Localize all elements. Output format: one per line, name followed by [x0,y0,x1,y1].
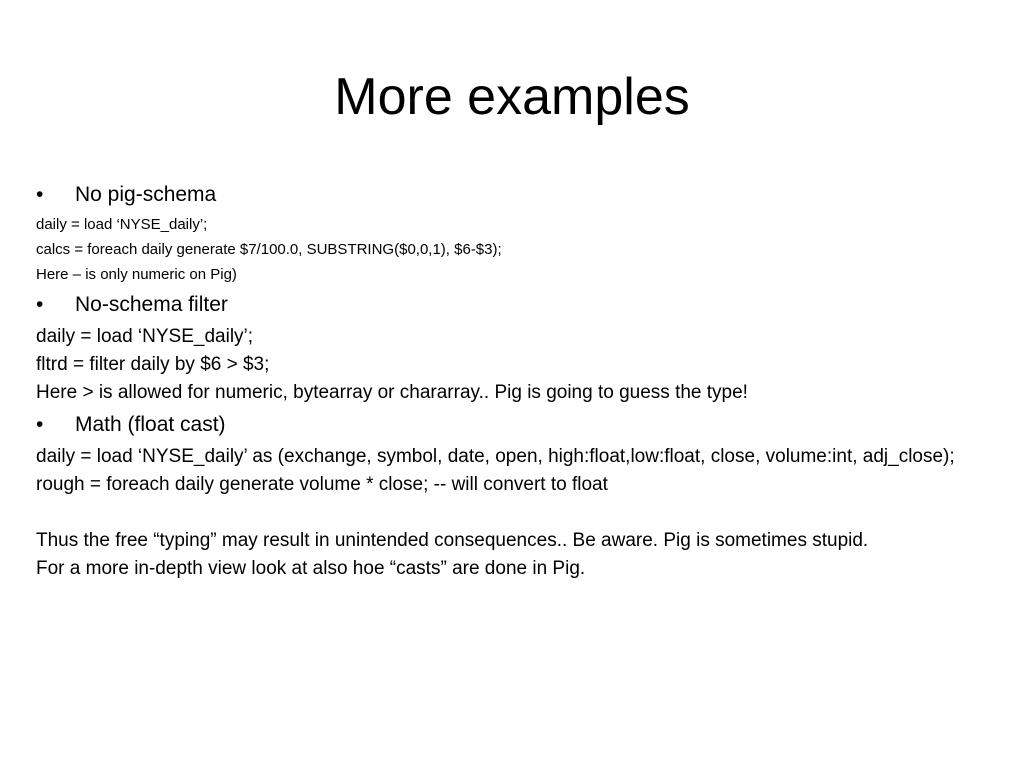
bullet-heading: No-schema filter [75,293,228,316]
note-line: Here – is only numeric on Pig) [36,266,237,283]
bullet-heading: Math (float cast) [75,413,226,436]
spacer [36,502,996,524]
code-line: daily = load ‘NYSE_daily’ as (exchange, symbol, date, open, high:float,low:float, close, volume:int, adj_close); [36,446,955,467]
slide-body [36,180,996,586]
bullet-no-schema-filter [36,290,996,320]
code-line: rough = foreach daily generate volume * close; -- will convert to float [36,474,608,495]
bullet-dot: • [36,183,44,206]
bullet-no-pig-schema [36,180,996,210]
closing-line: For a more in-depth view look at also hoe “casts” are done in Pig. [36,558,586,579]
bullet-dot: • [36,413,44,436]
bullet-heading: No pig-schema [75,183,217,206]
code-line: calcs = foreach daily generate $7/100.0, SUBSTRING($0,0,1), $6-$3); [36,241,502,258]
code-line: fltrd = filter daily by $6 > $3; [36,354,270,375]
slide-title: More examples [334,68,690,126]
bullet-math-float-cast [36,410,996,440]
code-line: daily = load ‘NYSE_daily’; [36,216,208,233]
closing-line: Thus the free “typing” may result in unintended consequences.. Be aware. Pig is sometimes stupid. [36,530,869,551]
note-line: Here > is allowed for numeric, bytearray or chararray.. Pig is going to guess the type! [36,382,748,403]
bullet-dot: • [36,293,44,316]
code-line: daily = load ‘NYSE_daily’; [36,326,254,347]
